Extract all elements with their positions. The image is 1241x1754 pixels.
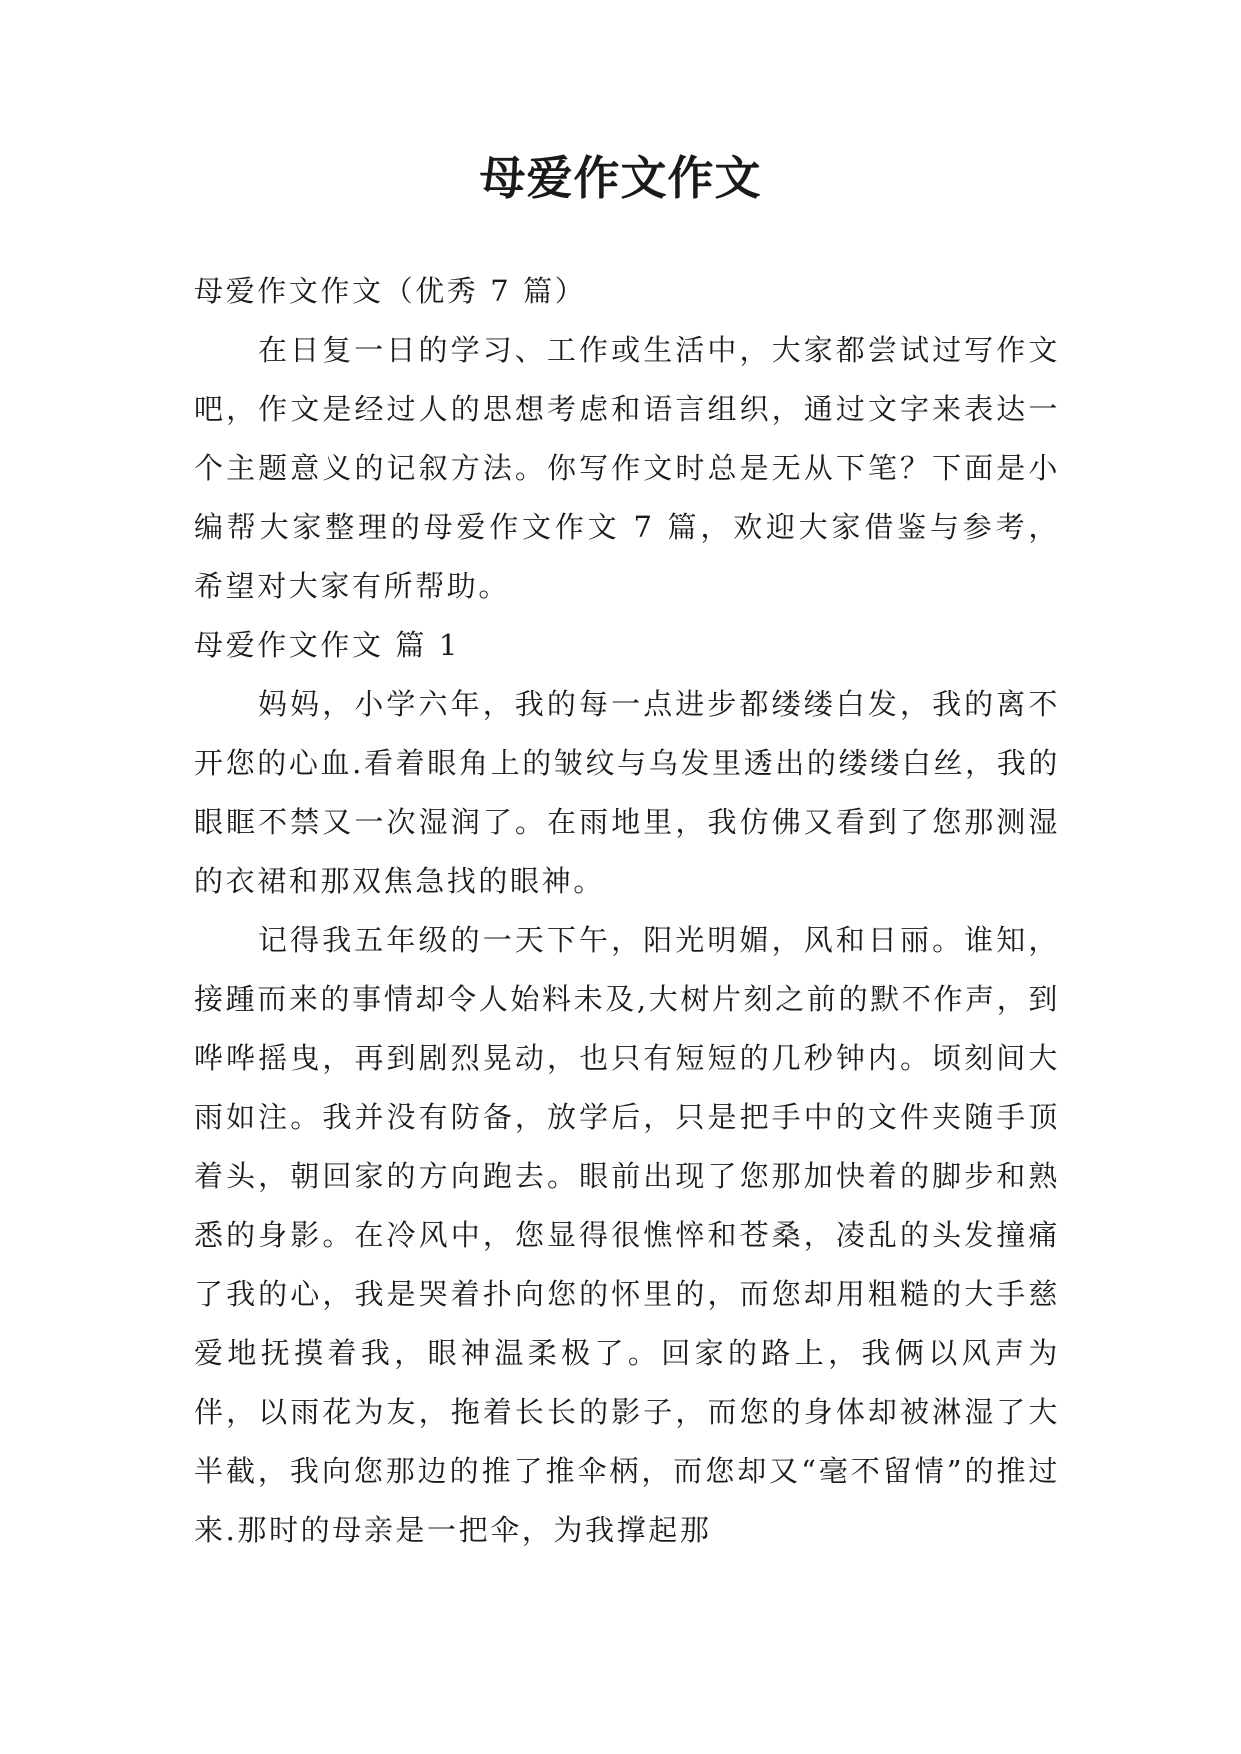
body-paragraph: 妈妈，小学六年，我的每一点进步都缕缕白发，我的离不开您的心血.看着眼角上的皱纹与乌发里透出的缕缕白丝，我的眼眶不禁又一次湿润了。在雨地里，我仿佛又看到了您那测湿的衣裙和那双焦急找的眼神。 <box>194 687 1060 898</box>
body-paragraph: 记得我五年级的一天下午，阳光明媚，风和日丽。谁知，接踵而来的事情却令人始料未及,大树片刻之前的默不作声，到哗哗摇曳，再到剧烈晃动，也只有短短的几秒钟内。顷刻间大雨如注。我并没有防备，放学后，只是把手中的文件夹随手顶着头，朝回家的方向跑去。眼前出现了您那加快着的脚步和熟悉的身影。在冷风中，您显得很憔悴和苍桑，凌乱的头发撞痛了我的心，我是哭着扑向您的怀里的，而您却用粗糙的大手慈爱地抚摸着我，眼神温柔极了。回家的路上，我俩以风声为伴，以雨花为友，拖着长长的影子，而您的身体却被淋湿了大半截，我向您那边的推了推伞柄，而您却又“毫不留情”的推过来.那时的母亲是一把伞，为我撑起那 <box>194 923 1060 1547</box>
section-heading: 母爱作文作文 篇 1 <box>194 628 460 662</box>
document-body <box>194 262 1060 1560</box>
document-title: 母爱作文作文 <box>479 151 762 205</box>
document-subtitle: 母爱作文作文（优秀 7 篇） <box>194 274 587 308</box>
intro-paragraph: 在日复一日的学习、工作或生活中，大家都尝试过写作文吧，作文是经过人的思想考虑和语言组织，通过文字来表达一个主题意义的记叙方法。你写作文时总是无从下笔？下面是小编帮大家整理的母爱作文作文 7 篇，欢迎大家借鉴与参考，希望对大家有所帮助。 <box>194 333 1060 603</box>
